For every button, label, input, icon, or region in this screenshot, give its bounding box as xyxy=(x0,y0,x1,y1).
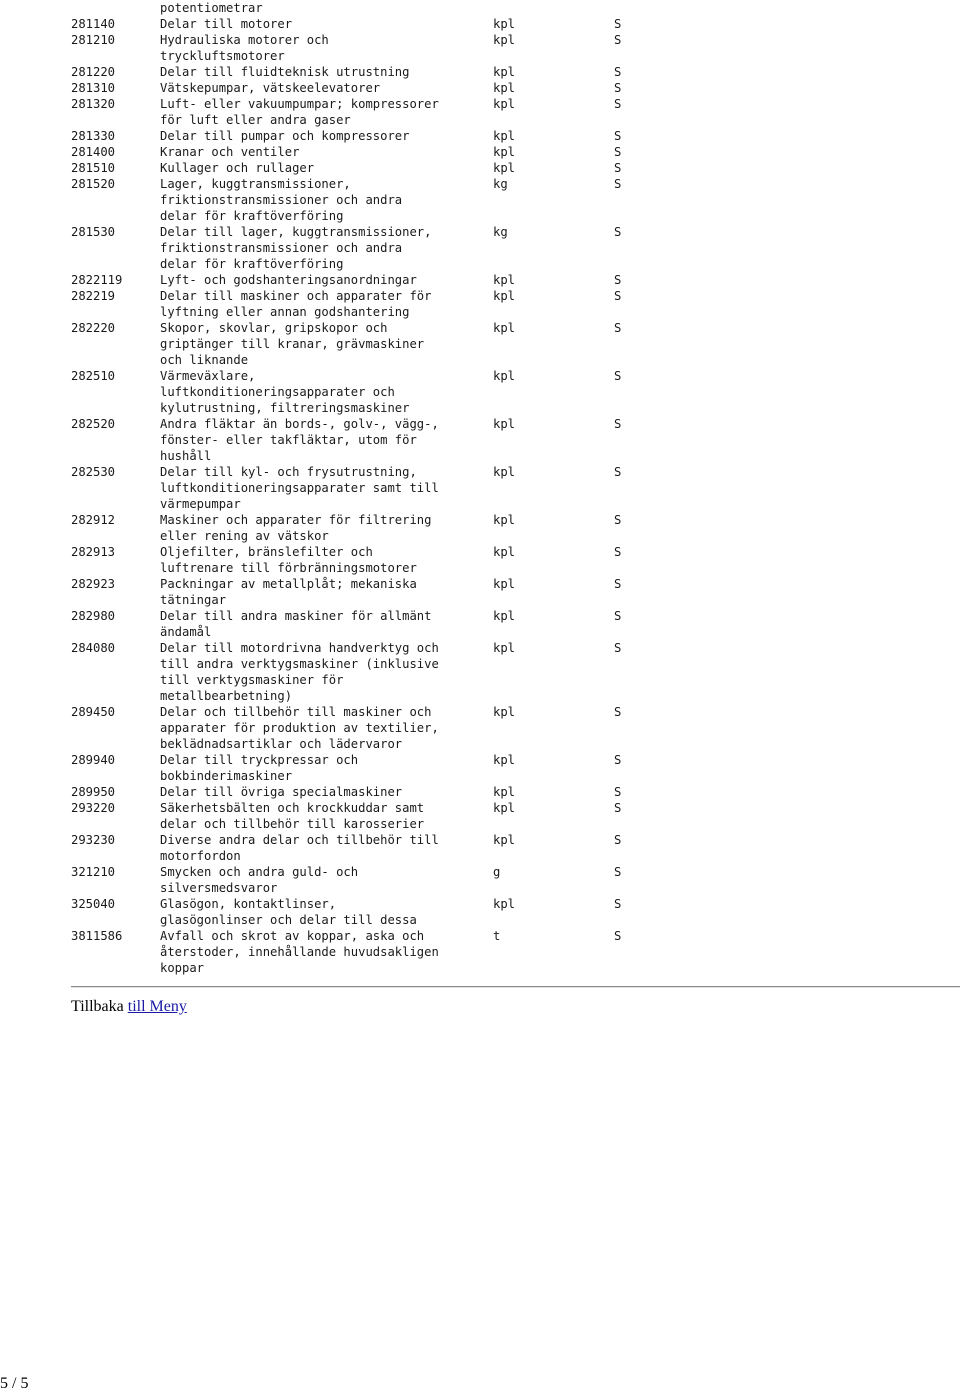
table-row xyxy=(71,288,711,320)
back-to-menu-line xyxy=(71,998,187,1016)
table-row xyxy=(71,224,711,272)
description-cell: Hydrauliska motorer och tryckluftsmotorer xyxy=(160,33,329,63)
flag-cell: S xyxy=(614,145,622,159)
unit-cell: kpl xyxy=(493,577,516,591)
unit-cell: kpl xyxy=(493,705,516,719)
description-cell: potentiometrar xyxy=(160,1,263,15)
description-cell: Lyft- och godshanteringsanordningar xyxy=(160,273,417,287)
code-cell: 281140 xyxy=(71,17,116,31)
code-cell: 281310 xyxy=(71,81,116,95)
code-cell: 2822119 xyxy=(71,273,123,287)
code-cell: 282510 xyxy=(71,369,116,383)
flag-cell: S xyxy=(614,225,622,239)
code-cell: 321210 xyxy=(71,865,116,879)
table-row xyxy=(71,704,711,752)
code-cell: 282913 xyxy=(71,545,116,559)
description-cell: Andra fläktar än bords-, golv-, vägg-, fönster- eller takfläktar, utom för hushåll xyxy=(160,417,439,463)
unit-cell: kpl xyxy=(493,833,516,847)
unit-cell: kpl xyxy=(493,545,516,559)
table-row xyxy=(71,96,711,128)
flag-cell: S xyxy=(614,609,622,623)
description-cell: Lager, kuggtransmissioner, friktionstransmissioner och andra delar för kraftöverföring xyxy=(160,177,403,223)
flag-cell: S xyxy=(614,273,622,287)
table-row xyxy=(71,784,711,800)
code-cell: 325040 xyxy=(71,897,116,911)
unit-cell: kpl xyxy=(493,33,516,47)
description-cell: Diverse andra delar och tillbehör till motorfordon xyxy=(160,833,439,863)
description-cell: Delar till fluidteknisk utrustning xyxy=(160,65,410,79)
table-row xyxy=(71,752,711,784)
unit-cell: kpl xyxy=(493,801,516,815)
unit-cell: kpl xyxy=(493,417,516,431)
table-row xyxy=(71,896,711,928)
unit-cell: kpl xyxy=(493,321,516,335)
flag-cell: S xyxy=(614,929,622,943)
horizontal-divider xyxy=(71,986,960,988)
unit-cell: kpl xyxy=(493,609,516,623)
back-prefix-text: Tillbaka xyxy=(71,998,128,1015)
description-cell: Vätskepumpar, vätskeelevatorer xyxy=(160,81,381,95)
description-cell: Packningar av metallplåt; mekaniska tätningar xyxy=(160,577,417,607)
flag-cell: S xyxy=(614,97,622,111)
table-row xyxy=(71,64,711,80)
flag-cell: S xyxy=(614,65,622,79)
table-row xyxy=(71,368,711,416)
description-cell: Oljefilter, bränslefilter och luftrenare till förbränningsmotorer xyxy=(160,545,417,575)
flag-cell: S xyxy=(614,81,622,95)
table-row xyxy=(71,864,711,896)
flag-cell: S xyxy=(614,161,622,175)
flag-cell: S xyxy=(614,17,622,31)
table-row xyxy=(71,544,711,576)
flag-cell: S xyxy=(614,369,622,383)
flag-cell: S xyxy=(614,177,622,191)
unit-cell: kpl xyxy=(493,129,516,143)
unit-cell: kpl xyxy=(493,513,516,527)
table-row xyxy=(71,576,711,608)
table-row xyxy=(71,144,711,160)
flag-cell: S xyxy=(614,753,622,767)
flag-cell: S xyxy=(614,289,622,303)
flag-cell: S xyxy=(614,545,622,559)
description-cell: Delar till motordrivna handverktyg och till andra verktygsmaskiner (inklusive till verktygsmaskiner för metallbearbetning) xyxy=(160,641,439,703)
code-cell: 3811586 xyxy=(71,929,123,943)
unit-cell: kpl xyxy=(493,161,516,175)
code-cell: 282912 xyxy=(71,513,116,527)
flag-cell: S xyxy=(614,129,622,143)
code-cell: 282980 xyxy=(71,609,116,623)
description-cell: Delar till lager, kuggtransmissioner, friktionstransmissioner och andra delar för kraftöverföring xyxy=(160,225,432,271)
code-cell: 282220 xyxy=(71,321,116,335)
code-cell: 282520 xyxy=(71,417,116,431)
flag-cell: S xyxy=(614,641,622,655)
description-cell: Säkerhetsbälten och krockkuddar samt delar och tillbehör till karosserier xyxy=(160,801,425,831)
code-cell: 284080 xyxy=(71,641,116,655)
table-row xyxy=(71,608,711,640)
page-number: 5 / 5 xyxy=(0,1375,29,1392)
unit-cell: kpl xyxy=(493,17,516,31)
flag-cell: S xyxy=(614,465,622,479)
code-cell: 282923 xyxy=(71,577,116,591)
flag-cell: S xyxy=(614,577,622,591)
code-cell: 282219 xyxy=(71,289,116,303)
code-cell: 281510 xyxy=(71,161,116,175)
description-cell: Luft- eller vakuumpumpar; kompressorer för luft eller andra gaser xyxy=(160,97,439,127)
description-cell: Avfall och skrot av koppar, aska och återstoder, innehållande huvudsakligen koppar xyxy=(160,929,439,975)
description-cell: Kranar och ventiler xyxy=(160,145,300,159)
unit-cell: kpl xyxy=(493,369,516,383)
table-row xyxy=(71,512,711,544)
unit-cell: kpl xyxy=(493,81,516,95)
code-cell: 281320 xyxy=(71,97,116,111)
code-cell: 281400 xyxy=(71,145,116,159)
description-cell: Smycken och andra guld- och silversmedsvaror xyxy=(160,865,359,895)
table-row xyxy=(71,928,711,976)
description-cell: Delar till övriga specialmaskiner xyxy=(160,785,403,799)
unit-cell: kpl xyxy=(493,273,516,287)
flag-cell: S xyxy=(614,833,622,847)
table-row xyxy=(71,464,711,512)
code-cell: 281210 xyxy=(71,33,116,47)
table-row xyxy=(71,128,711,144)
description-cell: Delar till kyl- och frysutrustning, luftkonditioneringsapparater samt till värmepumpar xyxy=(160,465,439,511)
table-row xyxy=(71,832,711,864)
description-cell: Skopor, skovlar, gripskopor och griptänger till kranar, grävmaskiner och liknande xyxy=(160,321,425,367)
table-row xyxy=(71,160,711,176)
unit-cell: kpl xyxy=(493,753,516,767)
unit-cell: kpl xyxy=(493,465,516,479)
code-cell: 282530 xyxy=(71,465,116,479)
code-cell: 289950 xyxy=(71,785,116,799)
flag-cell: S xyxy=(614,705,622,719)
unit-cell: g xyxy=(493,865,501,879)
flag-cell: S xyxy=(614,513,622,527)
unit-cell: kg xyxy=(493,225,508,239)
flag-cell: S xyxy=(614,785,622,799)
description-cell: Delar till motorer xyxy=(160,17,293,31)
code-cell: 281220 xyxy=(71,65,116,79)
unit-cell: t xyxy=(493,929,501,943)
description-cell: Delar till pumpar och kompressorer xyxy=(160,129,410,143)
table-row xyxy=(71,416,711,464)
code-cell: 289450 xyxy=(71,705,116,719)
description-cell: Delar till andra maskiner för allmänt ändamål xyxy=(160,609,432,639)
code-cell: 281520 xyxy=(71,177,116,191)
table-row xyxy=(71,640,711,704)
code-cell: 281530 xyxy=(71,225,116,239)
unit-cell: kpl xyxy=(493,97,516,111)
table-row xyxy=(71,800,711,832)
table-row xyxy=(71,32,711,64)
description-cell: Delar till maskiner och apparater för lyftning eller annan godshantering xyxy=(160,289,432,319)
unit-cell: kpl xyxy=(493,641,516,655)
table-row xyxy=(71,80,711,96)
unit-cell: kpl xyxy=(493,145,516,159)
code-cell: 293230 xyxy=(71,833,116,847)
product-code-table xyxy=(71,0,711,976)
back-to-menu-link[interactable]: till Meny xyxy=(127,998,187,1015)
unit-cell: kpl xyxy=(493,65,516,79)
code-cell: 289940 xyxy=(71,753,116,767)
description-cell: Kullager och rullager xyxy=(160,161,315,175)
table-row xyxy=(71,272,711,288)
flag-cell: S xyxy=(614,801,622,815)
description-cell: Maskiner och apparater för filtrering eller rening av vätskor xyxy=(160,513,432,543)
table-row xyxy=(71,16,711,32)
flag-cell: S xyxy=(614,865,622,879)
code-cell: 293220 xyxy=(71,801,116,815)
unit-cell: kpl xyxy=(493,897,516,911)
flag-cell: S xyxy=(614,897,622,911)
description-cell: Glasögon, kontaktlinser, glasögonlinser och delar till dessa xyxy=(160,897,417,927)
flag-cell: S xyxy=(614,417,622,431)
description-cell: Delar till tryckpressar och bokbinderimaskiner xyxy=(160,753,359,783)
flag-cell: S xyxy=(614,321,622,335)
table-row xyxy=(71,0,711,16)
code-cell: 281330 xyxy=(71,129,116,143)
table-row xyxy=(71,176,711,224)
table-row xyxy=(71,320,711,368)
unit-cell: kpl xyxy=(493,289,516,303)
description-cell: Värmeväxlare, luftkonditioneringsapparater och kylutrustning, filtreringsmaskiner xyxy=(160,369,410,415)
unit-cell: kg xyxy=(493,177,508,191)
unit-cell: kpl xyxy=(493,785,516,799)
description-cell: Delar och tillbehör till maskiner och apparater för produktion av textilier, beklädnadsartiklar och lädervaror xyxy=(160,705,439,751)
flag-cell: S xyxy=(614,33,622,47)
